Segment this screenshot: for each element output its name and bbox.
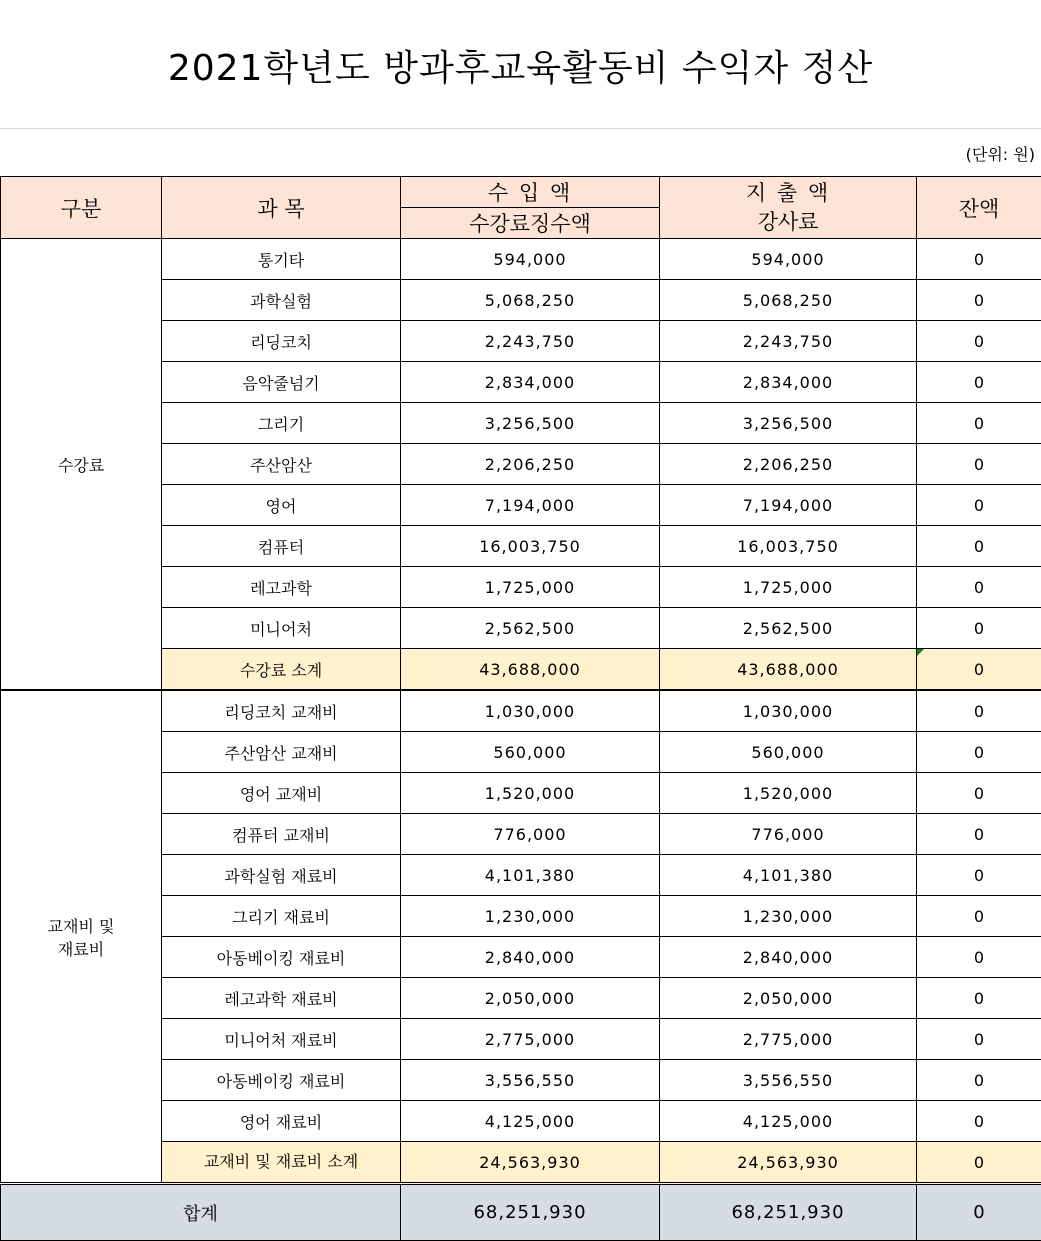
- subtotal-income: 43,688,000: [401, 649, 660, 691]
- expense-cell: 2,834,000: [660, 362, 917, 403]
- income-cell: 2,050,000: [401, 978, 660, 1019]
- subject-cell: 미니어처: [162, 608, 401, 649]
- balance-cell: 0: [917, 814, 1041, 855]
- expense-cell: 2,050,000: [660, 978, 917, 1019]
- subtotal-expense: 24,563,930: [660, 1142, 917, 1184]
- subject-cell: 미니어처 재료비: [162, 1019, 401, 1060]
- balance-cell: 0: [917, 690, 1041, 732]
- income-cell: 2,562,500: [401, 608, 660, 649]
- total-income: 68,251,930: [401, 1184, 660, 1241]
- expense-cell: 776,000: [660, 814, 917, 855]
- header-subject: 과 목: [162, 177, 401, 239]
- balance-cell: 0: [917, 608, 1041, 649]
- total-balance: 0: [917, 1184, 1041, 1241]
- expense-cell: 560,000: [660, 732, 917, 773]
- total-row: [1, 1184, 1041, 1241]
- balance-cell: 0: [917, 485, 1041, 526]
- income-cell: 16,003,750: [401, 526, 660, 567]
- balance-cell: 0: [917, 362, 1041, 403]
- subject-cell: 리딩코치: [162, 321, 401, 362]
- unit-label: (단위: 원): [966, 142, 1035, 165]
- subject-cell: 통기타: [162, 239, 401, 280]
- income-cell: 2,834,000: [401, 362, 660, 403]
- header-expense-sub: 강사료: [660, 208, 916, 237]
- expense-cell: 3,256,500: [660, 403, 917, 444]
- subject-cell: 주산암산 교재비: [162, 732, 401, 773]
- balance-cell: 0: [917, 321, 1041, 362]
- category-materials-line1: 교재비 및: [1, 914, 161, 937]
- income-cell: 4,125,000: [401, 1101, 660, 1142]
- subject-cell: 주산암산: [162, 444, 401, 485]
- category-materials: [1, 690, 162, 1184]
- subject-cell: 그리기: [162, 403, 401, 444]
- subject-cell: 영어 재료비: [162, 1101, 401, 1142]
- income-cell: 560,000: [401, 732, 660, 773]
- header-income: 수 입 액: [401, 177, 660, 208]
- expense-cell: 1,725,000: [660, 567, 917, 608]
- subtotal-label: 수강료 소계: [162, 649, 401, 691]
- table-row: [1, 239, 1041, 280]
- subtotal-income: 24,563,930: [401, 1142, 660, 1184]
- subject-cell: 컴퓨터: [162, 526, 401, 567]
- category-tuition: 수강료: [1, 239, 162, 691]
- income-cell: 1,725,000: [401, 567, 660, 608]
- expense-cell: 7,194,000: [660, 485, 917, 526]
- balance-cell: 0: [917, 773, 1041, 814]
- income-cell: 2,243,750: [401, 321, 660, 362]
- subject-cell: 그리기 재료비: [162, 896, 401, 937]
- expense-cell: 2,243,750: [660, 321, 917, 362]
- balance-cell: 0: [917, 978, 1041, 1019]
- subject-cell: 영어 교재비: [162, 773, 401, 814]
- table-header: [1, 177, 1041, 239]
- subject-cell: 아동베이킹 재료비: [162, 1060, 401, 1101]
- balance-cell: 0: [917, 444, 1041, 485]
- header-balance: 잔액: [917, 177, 1041, 239]
- subject-cell: 음악줄넘기: [162, 362, 401, 403]
- subject-cell: 레고과학 재료비: [162, 978, 401, 1019]
- balance-cell: 0: [917, 526, 1041, 567]
- income-cell: 1,030,000: [401, 690, 660, 732]
- subject-cell: 컴퓨터 교재비: [162, 814, 401, 855]
- balance-cell: 0: [917, 280, 1041, 321]
- total-label: 합계: [1, 1184, 401, 1241]
- income-cell: 2,840,000: [401, 937, 660, 978]
- income-cell: 594,000: [401, 239, 660, 280]
- header-expense: 지 출 액: [660, 179, 916, 208]
- expense-cell: 16,003,750: [660, 526, 917, 567]
- expense-cell: 4,125,000: [660, 1101, 917, 1142]
- expense-cell: 4,101,380: [660, 855, 917, 896]
- income-cell: 1,230,000: [401, 896, 660, 937]
- balance-cell: 0: [917, 1101, 1041, 1142]
- subtotal-balance: 0: [917, 1142, 1041, 1184]
- header-expense-cell: [660, 177, 917, 239]
- income-cell: 776,000: [401, 814, 660, 855]
- expense-cell: 1,520,000: [660, 773, 917, 814]
- balance-cell: 0: [917, 1060, 1041, 1101]
- subtotal-balance: 0: [917, 649, 1041, 691]
- expense-cell: 3,556,550: [660, 1060, 917, 1101]
- expense-cell: 5,068,250: [660, 280, 917, 321]
- total-expense: 68,251,930: [660, 1184, 917, 1241]
- subject-cell: 영어: [162, 485, 401, 526]
- page-title: 2021학년도 방과후교육활동비 수익자 정산: [168, 40, 873, 91]
- income-cell: 1,520,000: [401, 773, 660, 814]
- expense-cell: 594,000: [660, 239, 917, 280]
- balance-cell: 0: [917, 1019, 1041, 1060]
- expense-cell: 2,562,500: [660, 608, 917, 649]
- subject-cell: 아동베이킹 재료비: [162, 937, 401, 978]
- expense-cell: 1,030,000: [660, 690, 917, 732]
- balance-cell: 0: [917, 567, 1041, 608]
- subject-cell: 과학실험 재료비: [162, 855, 401, 896]
- income-cell: 4,101,380: [401, 855, 660, 896]
- expense-cell: 2,840,000: [660, 937, 917, 978]
- expense-cell: 1,230,000: [660, 896, 917, 937]
- balance-cell: 0: [917, 732, 1041, 773]
- table-row: [1, 690, 1041, 732]
- category-materials-line2: 재료비: [1, 937, 161, 960]
- balance-cell: 0: [917, 855, 1041, 896]
- expense-cell: 2,775,000: [660, 1019, 917, 1060]
- income-cell: 3,256,500: [401, 403, 660, 444]
- income-cell: 2,775,000: [401, 1019, 660, 1060]
- balance-cell: 0: [917, 239, 1041, 280]
- header-income-sub: 수강료징수액: [401, 208, 660, 239]
- expense-cell: 2,206,250: [660, 444, 917, 485]
- subtotal-label: 교재비 및 재료비 소계: [162, 1142, 401, 1184]
- settlement-table: [0, 176, 1041, 1241]
- title-area: [0, 0, 1041, 129]
- income-cell: 5,068,250: [401, 280, 660, 321]
- income-cell: 3,556,550: [401, 1060, 660, 1101]
- subject-cell: 과학실험: [162, 280, 401, 321]
- income-cell: 7,194,000: [401, 485, 660, 526]
- balance-cell: 0: [917, 403, 1041, 444]
- subtotal-expense: 43,688,000: [660, 649, 917, 691]
- balance-cell: 0: [917, 896, 1041, 937]
- subject-cell: 레고과학: [162, 567, 401, 608]
- balance-cell: 0: [917, 937, 1041, 978]
- header-category: 구분: [1, 177, 162, 239]
- subject-cell: 리딩코치 교재비: [162, 690, 401, 732]
- income-cell: 2,206,250: [401, 444, 660, 485]
